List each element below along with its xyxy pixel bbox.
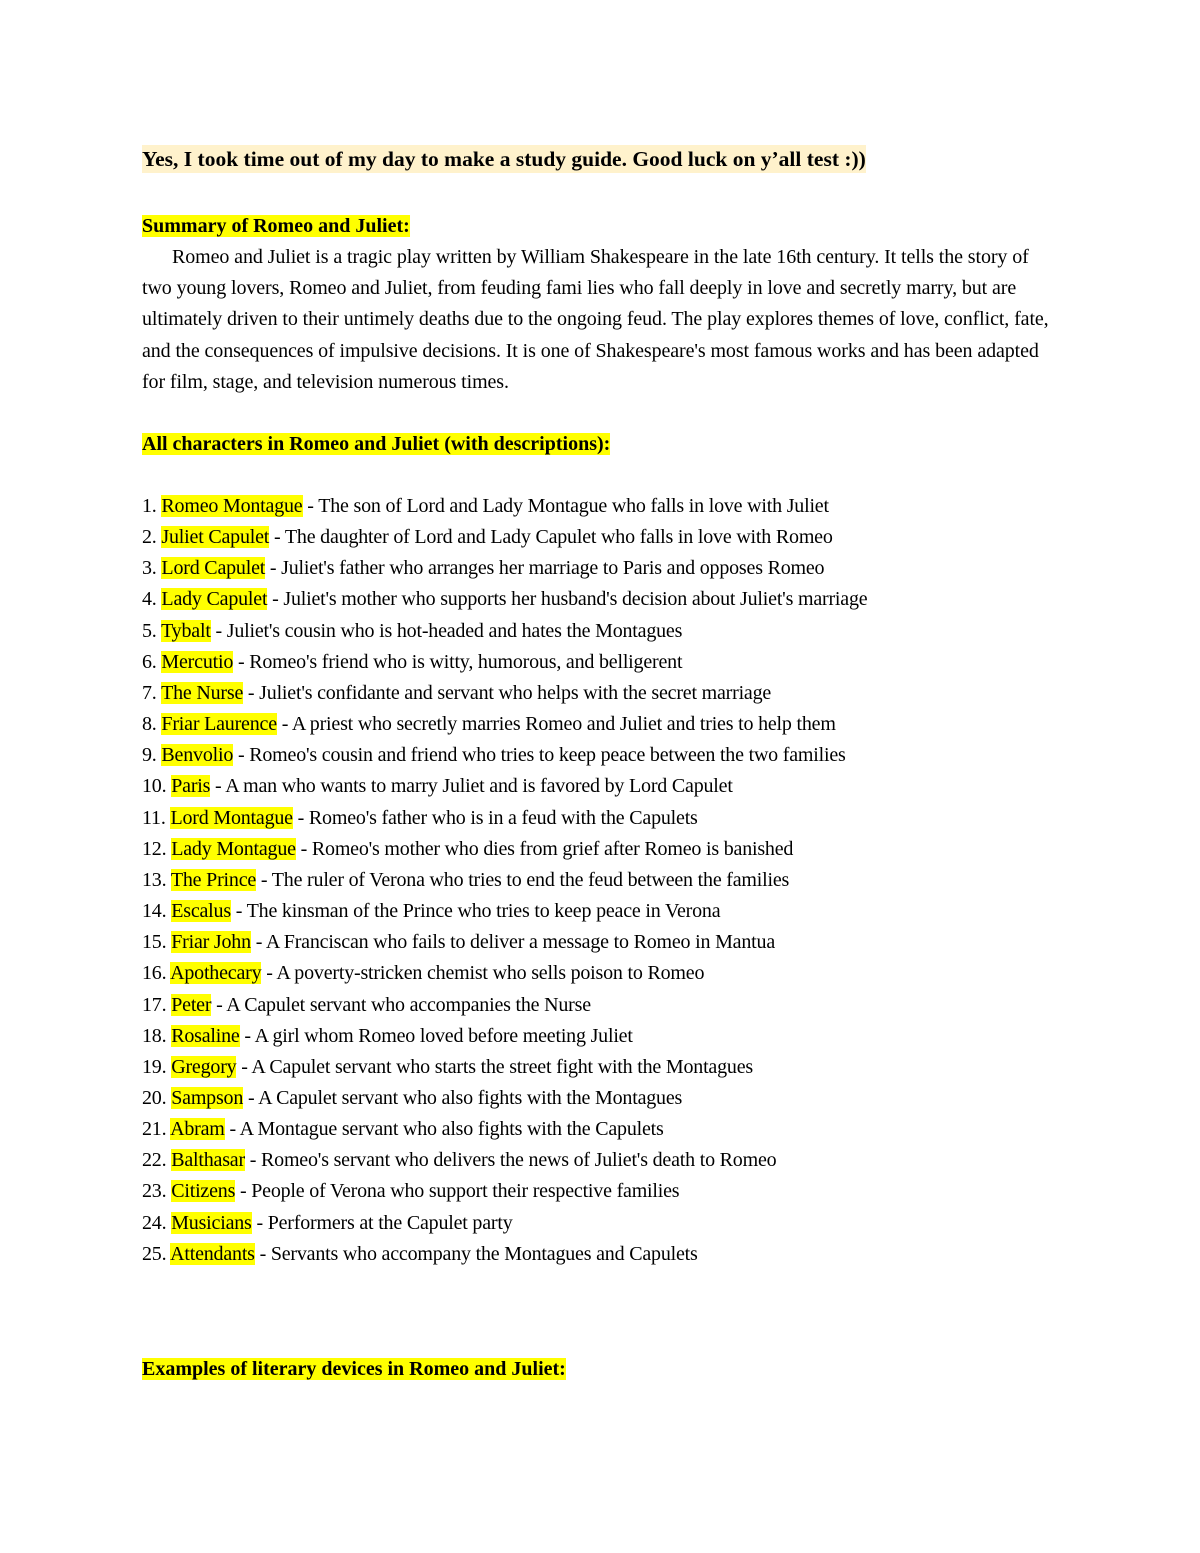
character-number: 11.: [142, 806, 166, 829]
character-name: Friar Laurence: [161, 713, 277, 736]
character-description: - Romeo's mother who dies from grief after Romeo is banished: [295, 837, 794, 860]
character-description: - A Capulet servant who accompanies the Nurse: [211, 993, 591, 1016]
character-list-item: [142, 896, 1052, 927]
character-name: Abram: [170, 1118, 225, 1141]
character-number: 22.: [142, 1149, 167, 1172]
character-number: 6.: [142, 650, 157, 673]
character-name: Balthasar: [171, 1149, 245, 1172]
character-list-item: [142, 927, 1052, 958]
character-name: Lord Montague: [170, 806, 293, 829]
summary-paragraph: Romeo and Juliet is a tragic play written by William Shakespeare in the late 16th century. It tells the story of two young lovers, Romeo and Juliet, from feuding fami lies who fall deeply in love and secretly marry, but are ultimately driven to their untimely deaths due to the ongoing feud. The play explores themes of love, conflict, fate, and the consequences of impulsive decisions. It is one of Shakespeare's most famous works and has been adapted for film, stage, and television numerous times.: [142, 246, 1049, 393]
character-name: Paris: [171, 775, 211, 798]
character-number: 15.: [142, 931, 167, 954]
character-list-item: [142, 1145, 1052, 1176]
character-description: - Performers at the Capulet party: [251, 1211, 513, 1234]
character-name: Romeo Montague: [161, 495, 303, 518]
character-name: Lady Montague: [171, 837, 296, 860]
character-description: - A Franciscan who fails to deliver a message to Romeo in Mantua: [250, 931, 775, 954]
character-description: - A poverty-stricken chemist who sells poison to Romeo: [261, 962, 705, 985]
character-list-item: [142, 1052, 1052, 1083]
character-name: Escalus: [171, 900, 231, 923]
character-list-item: [142, 553, 1052, 584]
character-name: Tybalt: [161, 619, 211, 642]
character-description: - Romeo's cousin and friend who tries to keep peace between the two families: [233, 744, 846, 767]
character-number: 23.: [142, 1180, 167, 1203]
character-description: - Servants who accompany the Montagues and Capulets: [254, 1242, 698, 1265]
character-number: 18.: [142, 1024, 167, 1047]
character-list-item: [142, 1176, 1052, 1207]
character-list-item: [142, 584, 1052, 615]
character-number: 8.: [142, 713, 157, 736]
character-description: - The daughter of Lord and Lady Capulet who falls in love with Romeo: [269, 526, 833, 549]
character-list-item: [142, 1114, 1052, 1145]
character-name: Benvolio: [161, 744, 234, 767]
character-name: Friar John: [171, 931, 251, 954]
character-description: - A man who wants to marry Juliet and is favored by Lord Capulet: [210, 775, 733, 798]
character-description: - People of Verona who support their respective families: [235, 1180, 680, 1203]
summary-heading: [142, 211, 1052, 242]
character-number: 17.: [142, 993, 167, 1016]
character-name: Attendants: [170, 1242, 255, 1265]
character-description: - A priest who secretly marries Romeo and Juliet and tries to help them: [276, 713, 836, 736]
character-list-item: [142, 740, 1052, 771]
character-name: Peter: [171, 993, 212, 1016]
character-description: - The ruler of Verona who tries to end the feud between the families: [256, 868, 790, 891]
character-name: Citizens: [171, 1180, 236, 1203]
character-description: - A Capulet servant who also fights with the Montagues: [243, 1086, 683, 1109]
character-list-item: [142, 958, 1052, 989]
character-name: Musicians: [171, 1211, 252, 1234]
character-name: Juliet Capulet: [161, 526, 270, 549]
devices-heading-text: Examples of literary devices in Romeo and Juliet:: [142, 1357, 566, 1380]
character-name: Apothecary: [170, 962, 262, 985]
character-list-item: [142, 522, 1052, 553]
character-list-item: [142, 865, 1052, 896]
character-number: 19.: [142, 1055, 167, 1078]
character-list-item: [142, 1021, 1052, 1052]
devices-heading: [142, 1354, 1052, 1385]
character-name: The Prince: [170, 868, 257, 891]
character-name: Lord Capulet: [161, 557, 266, 580]
characters-heading-text: All characters in Romeo and Juliet (with descriptions):: [142, 433, 611, 456]
document-body: [142, 140, 1052, 1385]
character-number: 1.: [142, 495, 157, 518]
character-list-item: [142, 709, 1052, 740]
character-description: - Juliet's cousin who is hot-headed and hates the Montagues: [210, 619, 683, 642]
character-description: - A Montague servant who also fights with the Capulets: [224, 1118, 664, 1141]
character-list: [142, 491, 1052, 1270]
character-number: 21.: [142, 1118, 167, 1141]
character-name: The Nurse: [161, 681, 244, 704]
character-number: 25.: [142, 1242, 167, 1265]
character-number: 7.: [142, 681, 157, 704]
character-list-item: [142, 678, 1052, 709]
character-list-item: [142, 1208, 1052, 1239]
character-description: - A girl whom Romeo loved before meeting Juliet: [239, 1024, 633, 1047]
character-number: 13.: [142, 868, 167, 891]
character-description: - The son of Lord and Lady Montague who falls in love with Juliet: [302, 495, 829, 518]
character-number: 2.: [142, 526, 157, 549]
character-list-item: [142, 834, 1052, 865]
character-list-item: [142, 990, 1052, 1021]
character-name: Lady Capulet: [161, 588, 268, 611]
summary-heading-text: Summary of Romeo and Juliet:: [142, 215, 410, 237]
character-number: 16.: [142, 962, 167, 985]
character-number: 10.: [142, 775, 167, 798]
character-name: Sampson: [171, 1086, 244, 1109]
title-text: Yes, I took time out of my day to make a study guide. Good luck on y’all test :)): [142, 147, 866, 171]
character-list-item: [142, 491, 1052, 522]
character-name: Rosaline: [171, 1024, 240, 1047]
character-description: - The kinsman of the Prince who tries to keep peace in Verona: [230, 900, 721, 923]
character-name: Mercutio: [161, 650, 234, 673]
character-description: - Juliet's confidante and servant who helps with the secret marriage: [243, 681, 772, 704]
character-list-item: [142, 803, 1052, 834]
page-title: [142, 140, 1052, 178]
character-description: - A Capulet servant who starts the street fight with the Montagues: [236, 1055, 753, 1078]
character-description: - Juliet's father who arranges her marriage to Paris and opposes Romeo: [265, 557, 825, 580]
character-number: 20.: [142, 1086, 167, 1109]
character-list-item: [142, 1239, 1052, 1270]
character-number: 9.: [142, 744, 157, 767]
character-number: 12.: [142, 837, 167, 860]
character-description: - Romeo's friend who is witty, humorous, and belligerent: [233, 650, 683, 673]
character-list-item: [142, 1083, 1052, 1114]
character-number: 14.: [142, 900, 167, 923]
character-number: 4.: [142, 588, 157, 611]
character-name: Gregory: [171, 1055, 237, 1078]
character-number: 3.: [142, 557, 157, 580]
character-list-item: [142, 647, 1052, 678]
character-number: 24.: [142, 1211, 167, 1234]
character-description: - Romeo's servant who delivers the news of Juliet's death to Romeo: [244, 1149, 777, 1172]
character-list-item: [142, 771, 1052, 802]
characters-heading: [142, 429, 1052, 460]
character-list-item: [142, 616, 1052, 647]
character-description: - Romeo's father who is in a feud with the Capulets: [292, 806, 698, 829]
character-description: - Juliet's mother who supports her husband's decision about Juliet's marriage: [267, 588, 868, 611]
character-number: 5.: [142, 619, 157, 642]
